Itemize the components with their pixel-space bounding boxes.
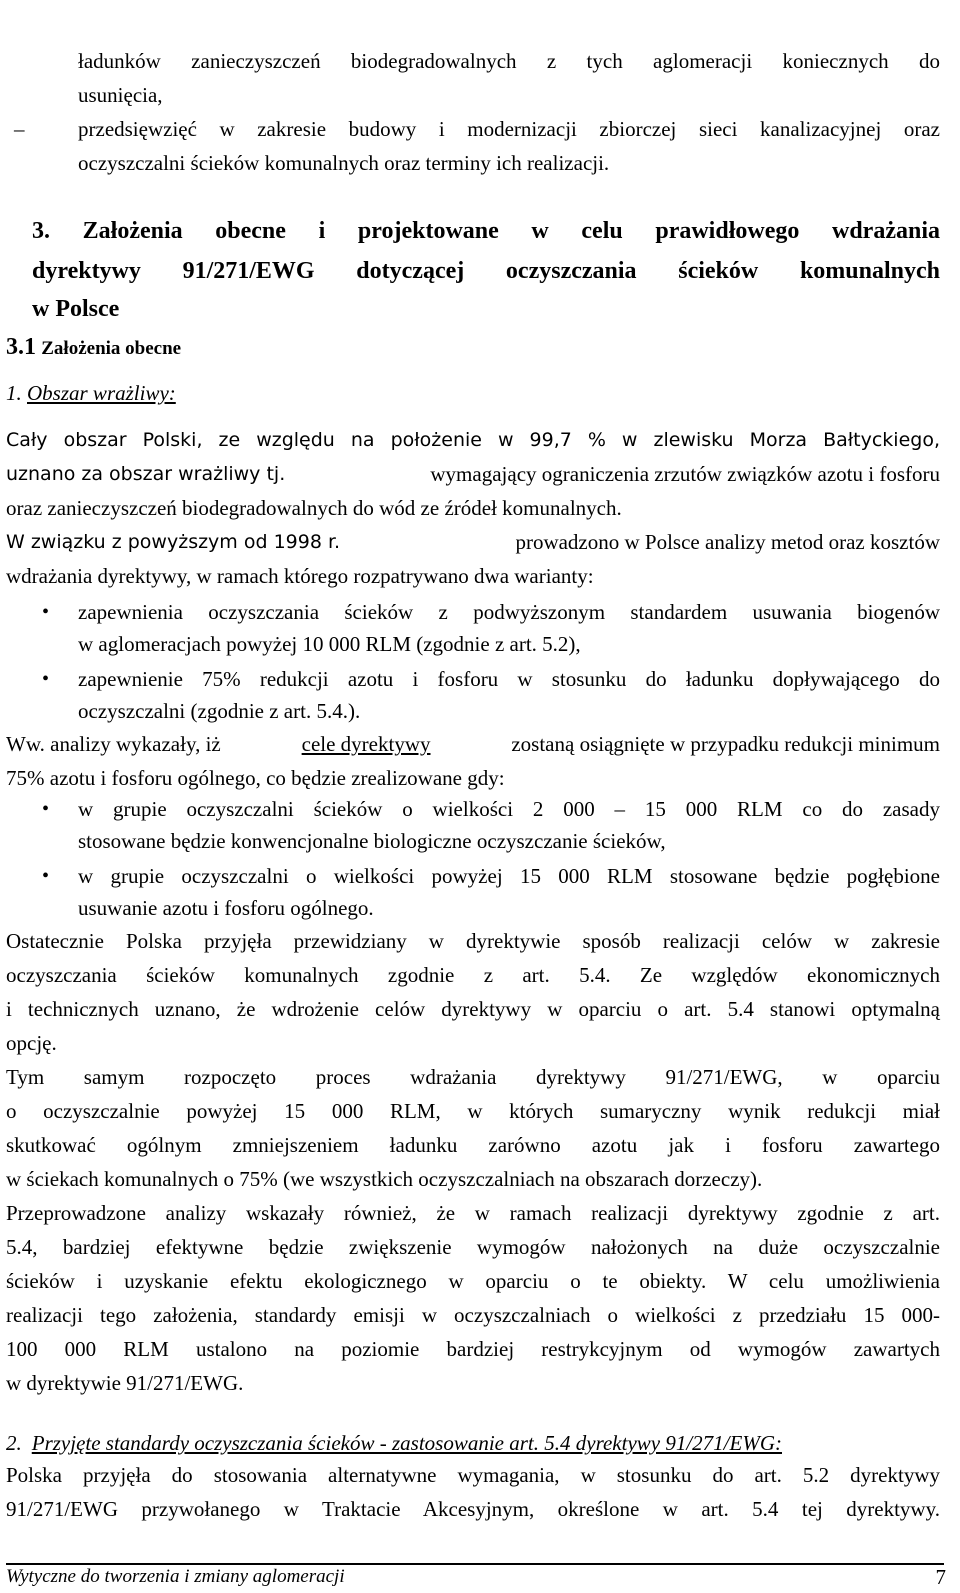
item-1-title: Obszar wrażliwy: bbox=[27, 381, 176, 405]
intro-line-2: usunięcia, bbox=[78, 83, 163, 107]
para-4-line-3: skutkować ogólnym zmniejszeniem ładunku zarówno azotu jak i fosforu zawartego bbox=[6, 1133, 940, 1157]
dash-marker: – bbox=[14, 117, 25, 141]
bullet-1-2-line-2: oczyszczalni (zgodnie z art. 5.4.). bbox=[78, 699, 361, 723]
bullet-icon: • bbox=[42, 798, 50, 820]
para-6-line-1: Polska przyjęła do stosowania alternatywne wymagania, w stosunku do art. 5.2 dyrektywy bbox=[6, 1463, 940, 1487]
para-2-underlined-term: cele dyrektywy bbox=[301, 732, 431, 756]
para-1-line-3: oraz zanieczyszczeń biodegradowalnych do wód ze źródeł komunalnych. bbox=[6, 496, 622, 520]
intro-line-1: ładunków zanieczyszczeń biodegradowalnych z tych aglomeracji koniecznych do bbox=[78, 49, 940, 73]
bullet-2-1-line-1: w grupie oczyszczalni ścieków o wielkości 2 000 – 15 000 RLM co do zasady bbox=[78, 797, 940, 821]
para-5-line-6: w dyrektywie 91/271/EWG. bbox=[6, 1371, 244, 1395]
para-5-line-2: 5.4, bardziej efektywne będzie zwiększenie wymogów nałożonych na duże oczyszczalnie bbox=[6, 1235, 940, 1259]
para-4-line-1: Tym samym rozpoczęto proces wdrażania dyrektywy 91/271/EWG, w oparciu bbox=[6, 1065, 940, 1089]
para-4-line-2: o oczyszczalnie powyżej 15 000 RLM, w których sumaryczny wynik redukcji miał bbox=[6, 1099, 940, 1123]
para-1-line-4b: prowadzono w Polsce analizy metod oraz kosztów bbox=[515, 530, 940, 554]
bullet-1-2-line-1: zapewnienie 75% redukcji azotu i fosforu w stosunku do ładunku dopływającego do bbox=[78, 667, 940, 691]
para-1-line-2 bbox=[6, 461, 940, 487]
para-2-line-2: 75% azotu i fosforu ogólnego, co będzie zrealizowane gdy: bbox=[6, 766, 505, 790]
para-6-line-2: 91/271/EWG przywołanego w Traktacie Akcesyjnym, określone w art. 5.4 tej dyrektywy. bbox=[6, 1497, 940, 1521]
para-5-line-5: 100 000 RLM ustalono na poziomie bardziej restrykcyjnym od wymogów zawartych bbox=[6, 1337, 940, 1361]
bullet-icon: • bbox=[42, 668, 50, 690]
bullet-1-1-line-1: zapewnienia oczyszczania ścieków z podwyższonym standardem usuwania biogenów bbox=[78, 600, 940, 624]
footer-title: Wytyczne do tworzenia i zmiany aglomeracji bbox=[6, 1566, 345, 1587]
section-3-1-heading bbox=[6, 334, 181, 362]
section-3-heading-line-1: 3. Założenia obecne i projektowane w celu prawidłowego wdrażania bbox=[32, 218, 940, 244]
bullet-1-1-line-2: w aglomeracjach powyżej 10 000 RLM (zgodnie z art. 5.2), bbox=[78, 632, 581, 656]
intro-line-4: oczyszczalni ścieków komunalnych oraz terminy ich realizacji. bbox=[78, 151, 610, 175]
para-5-line-3: ścieków i uzyskanie efektu ekologicznego w oparciu o te obiekty. W celu umożliwienia bbox=[6, 1269, 940, 1293]
para-2-line-1a: Ww. analizy wykazały, iż bbox=[6, 732, 221, 756]
para-2-line-1 bbox=[6, 731, 940, 757]
bullet-icon: • bbox=[42, 865, 50, 887]
para-1-line-4 bbox=[6, 529, 940, 555]
item-2-number: 2. bbox=[6, 1431, 22, 1455]
bullet-icon: • bbox=[42, 601, 50, 623]
section-3-1-title: Założenia obecne bbox=[41, 338, 182, 359]
para-5-line-4: realizacji tego założenia, standardy emisji w oczyszczalniach o wielkości z przedziału 15 000- bbox=[6, 1303, 940, 1327]
para-1-line-4a: W związku z powyższym od 1998 r. bbox=[6, 531, 341, 553]
bullet-2-1-line-2: stosowane będzie konwencjonalne biologiczne oczyszczanie ścieków, bbox=[78, 829, 666, 853]
footer-rule bbox=[6, 1563, 944, 1565]
para-1-line-1: Cały obszar Polski, ze względu na położenie w 99,7 % w zlewisku Morza Bałtyckiego, bbox=[6, 429, 940, 451]
para-3-line-1: Ostatecznie Polska przyjęła przewidziany w dyrektywie sposób realizacji celów w zakresie bbox=[6, 929, 940, 953]
page-number: 7 bbox=[935, 1565, 946, 1589]
item-1-number: 1. bbox=[6, 381, 22, 405]
para-2-line-1b: zostaną osiągnięte w przypadku redukcji minimum bbox=[511, 732, 940, 756]
section-3-heading-line-2: dyrektywy 91/271/EWG dotyczącej oczyszczania ścieków komunalnych bbox=[32, 258, 940, 284]
item-1-heading bbox=[6, 380, 176, 406]
intro-line-3: przedsięwzięć w zakresie budowy i modernizacji zbiorczej sieci kanalizacyjnej oraz bbox=[78, 117, 940, 141]
item-2-title: Przyjęte standardy oczyszczania ścieków - zastosowanie art. 5.4 dyrektywy 91/271/EWG: bbox=[31, 1431, 782, 1455]
para-3-line-2: oczyszczania ścieków komunalnych zgodnie z art. 5.4. Ze względów ekonomicznych bbox=[6, 963, 940, 987]
para-1-line-2a: uznano za obszar wrażliwy tj. bbox=[6, 463, 286, 485]
para-3-line-4: opcję. bbox=[6, 1031, 57, 1055]
para-1-line-5: wdrażania dyrektywy, w ramach którego rozpatrywano dwa warianty: bbox=[6, 564, 594, 588]
para-5-line-1: Przeprowadzone analizy wskazały również, że w ramach realizacji dyrektywy zgodnie z art. bbox=[6, 1201, 940, 1225]
item-2-heading bbox=[6, 1430, 940, 1456]
para-1-line-2b: wymagający ograniczenia zrzutów związków azotu i fosforu bbox=[430, 462, 940, 486]
para-3-line-3: i technicznych uznano, że wdrożenie celów dyrektywy w oparciu o art. 5.4 stanowi optymalną bbox=[6, 997, 940, 1021]
para-4-line-4: w ściekach komunalnych o 75% (we wszystkich oczyszczalniach na obszarach dorzeczy). bbox=[6, 1167, 763, 1191]
bullet-2-2-line-2: usuwanie azotu i fosforu ogólnego. bbox=[78, 896, 374, 920]
section-3-heading-line-3: w Polsce bbox=[32, 296, 120, 322]
section-3-1-number: 3.1 bbox=[6, 334, 36, 360]
bullet-2-2-line-1: w grupie oczyszczalni o wielkości powyżej 15 000 RLM stosowane będzie pogłębione bbox=[78, 864, 940, 888]
